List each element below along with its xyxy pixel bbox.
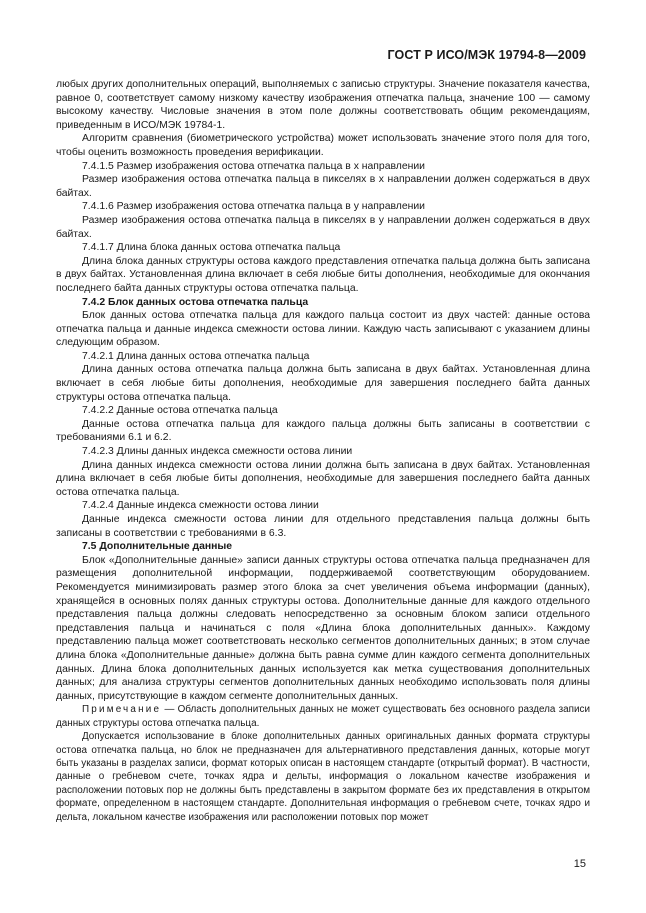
note-label: Примечание — [82, 704, 162, 716]
section-heading-text: 7.4.2 Блок данных остова отпечатка пальца — [82, 296, 309, 308]
paragraph: Размер изображения остова отпечатка пальца в пикселях в x направлении должен содержаться в двух байтах. — [56, 174, 590, 199]
clause-heading: 7.4.2.4 Данные индекса смежности остова линии — [82, 500, 319, 512]
paragraph: любых других дополнительных операций, выполняемых с записью структуры. Значение показателя качества, равное 0, соответствует самому низкому качеству изображения отпечатка пальца, значение 100 — самому высокому качеству. Числовые значения в этом поле должны соответствовать общим рекомендациям, приведенным в ИСО/МЭК 19784-1. — [56, 79, 590, 131]
clause-heading: 7.4.1.6 Размер изображения остова отпечатка пальца в y направлении — [82, 201, 425, 213]
paragraph: Блок данных остова отпечатка пальца для каждого пальца состоит из двух частей: данные остова отпечатка пальца и данные индекса смежности остова линии. Каждую часть записывают с указанием длины следующим образом. — [56, 310, 590, 349]
paragraph: Блок «Дополнительные данные» записи данных структуры остова отпечатка пальца предназначен для размещения дополнительной информации, поддерживаемой соответствующим оборудованием. Рекомендуется минимизировать размер этого блока за счет увеличения объема информации (данных), хранящейся в основных полях данных структуры остова. Дополнительные данные для каждого отдельного представления пальца должны следовать непосредственно за основным блоком записи отдельного представления пальца и начинаться с поля «Длина блока дополнительных данных». Каждому представлению пальца может соответствовать несколько сегментов дополнительных данных; в этом случае длина блока «Дополнительные данные» должна быть равна сумме длин каждого сегмента дополнительных данных. Длина блока дополнительных данных используется как метка существования дополнительных данных; для анализа структуры сегментов дополнительных данных необходимо использовать поля длины данных, присутствующие в каждом сегменте дополнительных данных. — [56, 554, 590, 702]
section-heading — [56, 296, 590, 310]
document-body — [56, 78, 590, 824]
section-heading-text: 7.5 Дополнительные данные — [82, 541, 233, 553]
clause-heading: 7.4.1.7 Длина блока данных остова отпечатка пальца — [82, 242, 341, 254]
paragraph: Данные остова отпечатка пальца для каждого пальца должны быть записаны в соответствии с требованиями 6.1 и 6.2. — [56, 418, 590, 444]
paragraph: Допускается использование в блоке дополнительных данных оригинальных данных формата структуры остова отпечатка пальца, но блок не предназначен для альтернативного представления данных, которые могут быть указаны в разделах записи, формат которых описан в настоящем стандарте (открытый формат). В частности, данные о гребневом счете, точках ядра и дельты, информация о локальном качестве изображения и расположении потовых пор не должны быть представлены в закрытом формате без их представления в открытом формате, определенном в настоящем стандарте. Дополнительная информация о гребневом счете, точках ядро и дельта, локальном качестве изображения или расположении потовых пор может — [56, 731, 590, 823]
clause-heading: 7.4.2.2 Данные остова отпечатка пальца — [82, 405, 278, 417]
paragraph: Размер изображения остова отпечатка пальца в пикселях в y направлении должен содержаться в двух байтах. — [56, 214, 590, 240]
page-number: 15 — [573, 858, 586, 870]
section-heading — [56, 540, 590, 554]
paragraph: Данные индекса смежности остова линии для отдельного представления пальца должны быть записаны в соответствии с требованиями в 6.3. — [56, 514, 590, 539]
clause-heading: 7.4.2.1 Длина данных остова отпечатка пальца — [82, 350, 310, 362]
document-header: ГОСТ Р ИСО/МЭК 19794-8—2009 — [387, 48, 586, 62]
paragraph: Длина блока данных структуры остова каждого представления отпечатка пальца должна быть записана в двух байтах. Установленная длина включает в себя любые биты дополнения, необходимые для окончания последнего байта данных структуры остова отпечатка пальца. — [56, 255, 590, 294]
note — [56, 703, 590, 730]
clause-heading: 7.4.1.5 Размер изображения остова отпечатка пальца в x направлении — [82, 160, 425, 172]
paragraph: Длина данных остова отпечатка пальца должна быть записана в двух байтах. Установленная длина включает в себя любые биты дополнения, необходимые для завершения последнего байта данных структуры остова отпечатка пальца. — [56, 364, 590, 403]
note-text: — Область дополнительных данных не может существовать без основного раздела записи данных структуры остова отпечатка пальца. — [56, 704, 590, 729]
paragraph: Алгоритм сравнения (биометрического устройства) может использовать значение этого поля для того, чтобы оценить возможность проведения верификации. — [56, 133, 590, 158]
paragraph: Длина данных индекса смежности остова линии должна быть записана в двух байтах. Установленная длина включает в себя любые биты дополнения, необходимые для завершения последнего байта данных остова отпечатка пальца. — [56, 459, 590, 498]
clause-heading: 7.4.2.3 Длины данных индекса смежности остова линии — [82, 446, 353, 458]
